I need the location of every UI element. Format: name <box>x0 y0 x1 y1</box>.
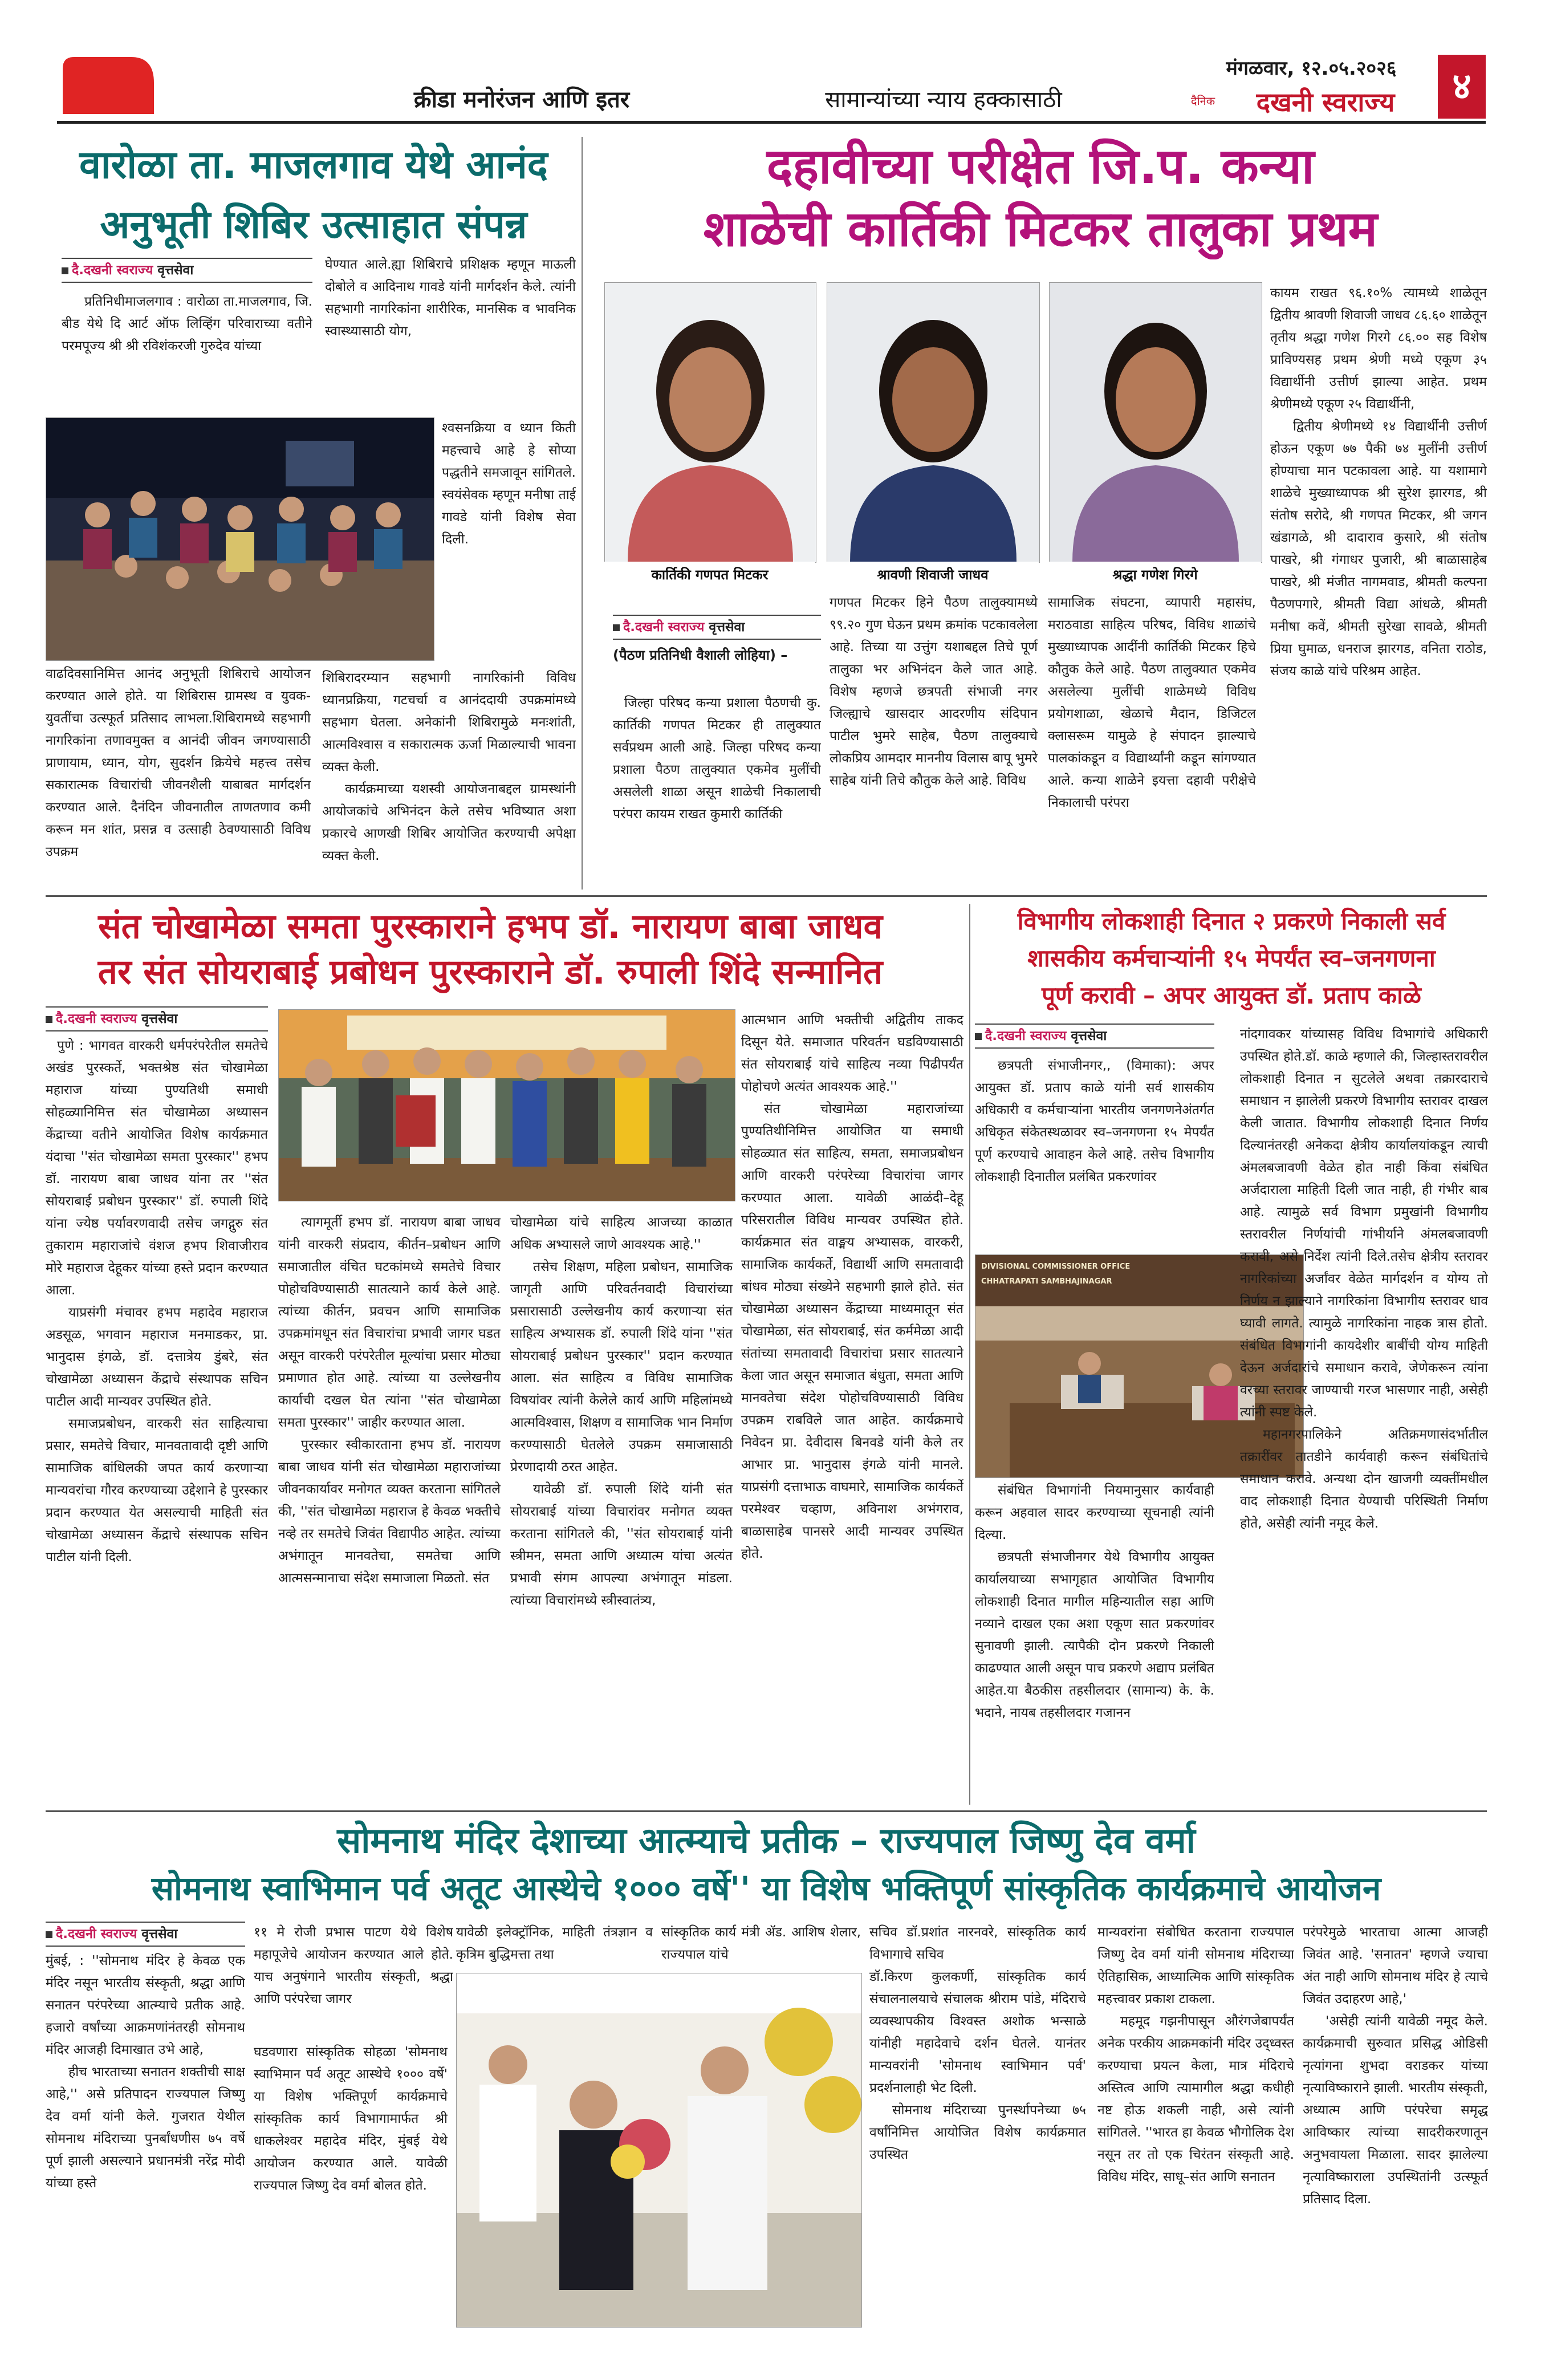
byline-square-icon <box>62 267 68 274</box>
masthead-rule <box>57 121 1486 124</box>
story1-text: प्रतिनिधीमाजलगाव : वारोळा ता.माजलगाव, जि. बीड येथे दि आर्ट ऑफ लिव्हिंग परिवाराच्या वतीने परमपूज्य श्री श्री रविशंकरजी गुरुदेव यांच्या <box>62 294 312 354</box>
story5-text: महमूद गझनीपासून औरंगजेबापर्यंत अनेक परकीय आक्रमकांनी मंदिर उद्ध्वस्त करण्याचा प्रयत्न केला, मात्र मंदिराचे अस्तित्व आणि त्यामागील श्रद्धा कधीही नष्ट होऊ शकली नाही, असे त्यांनी सांगितले. ''भारत हा केवळ भौगोलिक देश नसून तर तो एक चिरंतन संस्कृती आहे. विविध मंदिर, साधू–संत आणि सनातन <box>1097 2014 1294 2184</box>
paper-tagline: सामान्यांच्या न्याय हक्कासाठी <box>825 87 1062 113</box>
story4-col1-top <box>975 1055 1214 1252</box>
story4-text: संबंधित विभागांनी नियमानुसार कार्यवाही करून अहवाल सादर करण्याच्या सूचनाही त्यांनी दिल्या. <box>975 1483 1214 1542</box>
photo-sign: DIVISIONAL COMMISSIONER OFFICE CHHATRAPATI SAMBHAJINAGAR <box>981 1262 1131 1286</box>
story3-text: आत्मभान आणि भक्तीची अद्वितीय ताकद दिसून येते. समाजात परिवर्तन घडविण्यासाठी संत सोयराबाई यांचे साहित्य नव्या पिढीपर्यंत पोहोचणे अत्यंत आवश्यक आहे.'' <box>741 1013 963 1094</box>
governor-event-image <box>457 1973 861 2327</box>
story4-headline-line2: शासकीय कर्मचाऱ्यांनी १५ मेपर्यंत स्व–जनगणना <box>1027 944 1436 972</box>
student-caption-2: श्रावणी शिवाजी जाधव <box>827 562 1039 588</box>
story5-text: ११ मे रोजी प्रभास पाटण येथे विशेष महापूजेचे आयोजन करण्यात आले होते. याच अनुषंगाने भारतीय संस्कृती, श्रद्धा आणि परंपरेचा जागर <box>254 1925 453 2007</box>
story2-dateline: (पैठण प्रतिनिधी वैशाली लोहिया) – <box>613 647 788 663</box>
story3-col4 <box>741 1009 963 1805</box>
byline-paper: दै.दखनी स्वराज्य <box>56 1012 137 1026</box>
story2-col2 <box>830 592 1038 891</box>
byline-paper: दै.दखनी स्वराज्य <box>56 1927 137 1942</box>
story1-text: श्वसनक्रिया व ध्यान किती महत्त्वाचे आहे हे सोप्या पद्धतीने समजावून सांगितले. स्वयंसेवक म्हणून मनीषा ताई गावडे यांनी विशेष सेवा दिली. <box>442 421 576 547</box>
story5-text: सोमनाथ मंदिराच्या पुनर्स्थापनेच्या ७५ वर्षांनिमित्त आयोजित विशेष कार्यक्रमात उपस्थित <box>869 2103 1086 2162</box>
story1-col1-bottom <box>46 663 311 888</box>
story3-col1 <box>46 1035 268 1805</box>
story3-headline-line2: तर संत सोयराबाई प्रबोधन पुरस्काराने डॉ. रुपाली शिंदे सन्मानित <box>97 952 883 992</box>
student-photo-3 <box>1049 282 1262 563</box>
story5-col2-top <box>254 1922 453 2036</box>
story5-text: सांस्कृतिक कार्य मंत्री ॲड. आशिष शेलार, राज्यपाल यांचे <box>661 1925 861 1962</box>
story4-text: नांदगावकर यांच्यासह विविध विभागांचे अधिकारी उपस्थित होते.डॉ. काळे म्हणाले की, जिल्हास्तरावरील लोकशाही दिनात न सुटलेले अथवा तक्रारदाराचे समाधान न झालेली प्रकरणे विभागीय स्तरावर दाखल केली जातात. विभागीय लोकशाही दिनात निर्णय दिल्यानंतरही अनेकदा क्षेत्रीय कार्यालयांकडून त्याची अंमलबजावणी वेळेत होत नाही किंवा संबंधित अर्जदाराला माहिती दिली जात नाही, ही गंभीर बाब आहे. त्यामुळे सर्व विभाग प्रमुखांनी विभागीय स्तरावरील निर्णयांची गांभीर्याने अंमलबजावणी करावी, असे निर्देश त्यांनी दिले.तसेच क्षेत्रीय स्तरावर नागरिकांच्या अर्जांवर वेळेत मार्गदर्शन व योग्य तो निर्णय न झाल्याने नागरिकांना विभागीय स्तरावर धाव घ्यावी लागते. त्यामुळे नागरिकांना नाहक त्रास होतो. संबंधित विभागांनी कायदेशीर बाबींची योग्य माहिती देऊन अर्जदारांचे समाधान करावे, जेणेकरून त्यांना वरच्या स्तरावर जाण्याची गरज भासणार नाही, असेही त्यांनी स्पष्ट केले. <box>1240 1027 1488 1420</box>
story5-headline-line2: सोमनाथ स्वाभिमान पर्व अतूट आस्थेचे १००० वर्षे'' या विशेष भक्तिपूर्ण सांस्कृतिक कार्यक्रमाचे आयोजन <box>151 1869 1381 1908</box>
story2-text: द्वितीय श्रेणीमध्ये १४ विद्यार्थीनी उत्तीर्ण होऊन एकूण ७७ पैकी ७४ मुलींनी उत्तीर्ण होण्याचा मान पटकावला आहे. या यशामागे शाळेचे मुख्याध्यापक श्री सुरेश झारगड, श्री संतोष सरोदे, श्री गणपत मिटकर, श्री जगन खंडागळे, श्री दादाराव कुसारे, श्री संतोष पाखरे, श्री गंगाधर पुजारी, श्री बाळासाहेब पाखरे, श्री मंजीत नागमवाड, श्रीमती कल्पना पैठणपगारे, श्रीमती विद्या आंधळे, श्रीमती मनीषा कवें, श्रीमती सुरेखा सावळे, श्रीमती प्रिया घुमाळ, धनराज झारगड, वनिता राठोड, संजय काळे यांचे परिश्रम आहेत. <box>1270 419 1487 679</box>
story3-text: त्यागमूर्ती हभप डॉ. नारायण बाबा जाधव यांनी वारकरी संप्रदाय, कीर्तन–प्रबोधन आणि समाजातील वंचित घटकांमध्ये समतेचे विचार पोहोचविण्यासाठी सातत्याने कार्य केले आहे. त्यांच्या कीर्तन, प्रवचन आणि सामाजिक उपक्रमांमधून संत विचारांचा प्रभावी जागर घडत असून वारकरी परंपरेतील मूल्यांचा प्रसार मोठ्या प्रमाणात होत आहे. त्यांच्या या उल्लेखनीय कार्याची दखल घेत त्यांना ''संत चोखामेळा समता पुरस्कार'' जाहीर करण्यात आला. <box>278 1215 501 1430</box>
story5-text: डॉ.किरण कुलकर्णी, सांस्कृतिक कार्य संचालनालयाचे संचालक श्रीराम पांडे, मंदिराचे व्यवस्थापकीय विश्वस्त अशोक भन्साळे यांनीही महादेवाचे दर्शन घेतले. यानंतर मान्यवरांनी 'सोमनाथ स्वाभिमान पर्व' प्रदर्शनालाही भेट दिली. <box>869 1969 1086 2095</box>
story3-text: चोखामेळा यांचे साहित्य आजच्या काळात अधिक अभ्यासले जाणे आवश्यक आहे.'' <box>510 1215 733 1252</box>
story4-text: छत्रपती संभाजीनगर येथे विभागीय आयुक्त कार्यालयाच्या सभागृहात आयोजित विभागीय लोकशाही दिनात मागील महिन्यातील सहा आणि नव्याने दाखल एका अशा एकूण सात प्रकरणांवर सुनावणी झाली. त्यापैकी दोन प्रकरणे निकाली काढण्यात आली असून पाच प्रकरणे अद्याप प्रलंबित आहेत.या बैठकीस तहसीलदार (सामान्य) के. के. भदाने, नायब तहसीलदार गजानन <box>975 1550 1214 1720</box>
story1-text: वाढदिवसानिमित्त आनंद अनुभूती शिबिराचे आयोजन करण्यात आले होते. या शिबिरास ग्रामस्थ व युवक-युवतींचा उत्स्फूर्त प्रतिसाद लाभला.शिबिरामध्ये सहभागी नागरिकांना तणावमुक्त व आनंदी जीवन जगण्यासाठी प्राणायाम, ध्यान, योग, सुदर्शन क्रियेचे महत्त्व तसेच सकारात्मक विचारांची जीवनशैली याबाबत मार्गदर्शन करण्यात आले. दैनंदिन जीवनातील ताणतणाव कमी करून मन शांत, प्रसन्न व उत्साही ठेवण्यासाठी विविध उपक्रम <box>46 667 311 859</box>
award-ceremony-image <box>279 1010 735 1201</box>
paper-logo <box>1186 84 1437 119</box>
story3-text: समाजप्रबोधन, वारकरी संत साहित्याचा प्रसार, समतेचे विचार, मानवतावादी दृष्टी आणि सामाजिक बांधिलकी जपत कार्य करणाऱ्या मान्यवरांचा गौरव करण्याच्या उद्देशाने हे पुरस्कार प्रदान करण्यात येत असल्याची माहिती संत चोखामेळा अध्यासन केंद्राचे संस्थापक सचिन पाटील यांनी दिली. <box>46 1416 268 1565</box>
story3-text: याप्रसंगी मंचावर हभप महादेव महाराज अडसूळ, भगवान महाराज मनमाडकर, प्रा. भानुदास इंगळे, डॉ. दत्तात्रेय डुंबरे, संत चोखामेळा अध्यासन केंद्राचे संस्थापक सचिन पाटील आदी मान्यवर उपस्थित होते. <box>46 1305 268 1409</box>
story5-text: सचिव डॉ.प्रशांत नारनवरे, सांस्कृतिक कार्य विभागाचे सचिव <box>869 1925 1086 1962</box>
student-portrait-image <box>1050 283 1262 562</box>
page-number: ४ <box>1438 55 1486 119</box>
story4-headline-line1: विभागीय लोकशाही दिनात २ प्रकरणे निकाली सर्व <box>1017 907 1446 935</box>
section-divider <box>46 1810 1487 1812</box>
paper-logo-name: दखनी स्वराज्य <box>1256 87 1395 117</box>
paper-logo-prefix: दैनिक <box>1190 94 1215 108</box>
issue-date: मंगळवार, १२.०५.२०२६ <box>1226 57 1397 80</box>
story3-col3 <box>510 1212 733 1805</box>
section-title: क्रीडा मनोरंजन आणि इतर <box>413 87 630 113</box>
story4-byline <box>975 1024 1214 1049</box>
story2-headline-line2: शाळेची कार्तिकी मिटकर तालुका प्रथम <box>703 201 1378 258</box>
byline-service: वृत्तसेवा <box>157 263 194 278</box>
student-caption-3: श्रद्धा गणेश गिरगे <box>1049 562 1261 588</box>
story5-text: मुंबई, : ''सोमनाथ मंदिर हे केवळ एक मंदिर नसून भारतीय संस्कृती, श्रद्धा आणि सनातन परंपरेच्या आत्म्याचे प्रतीक आहे. हजारो वर्षांच्या आक्रमणांनंतरही सोमनाथ मंदिर आजही दिमाखात उभे आहे, <box>46 1953 245 2057</box>
byline-service: वृत्तसेवा <box>141 1927 178 1942</box>
byline-square-icon <box>975 1033 982 1040</box>
story4-col1-bottom <box>975 1480 1214 1805</box>
story2-col1 <box>613 692 821 892</box>
story5-headline-line1: सोमनाथ मंदिर देशाच्या आत्म्याचे प्रतीक – राज्यपाल जिष्णु देव वर्मा <box>337 1819 1196 1861</box>
story5-col6 <box>1097 1922 1294 2326</box>
byline-service: वृत्तसेवा <box>709 620 745 635</box>
story2-byline <box>613 615 821 640</box>
story5-text: 'असेही त्यांनी यावेळी नमूद केले. कार्यक्रमाची सुरुवात प्रसिद्ध ओडिसी नृत्यांगना शुभदा वराडकर यांच्या नृत्याविष्काराने झाली. भारतीय संस्कृती, अध्यात्म आणि परंपरेचा समृद्ध आविष्कार त्यांच्या सादरीकरणातून अनुभवायला मिळाला. सादर झालेल्या नृत्याविष्काराला उपस्थितांनी उत्स्फूर्त प्रतिसाद दिला. <box>1303 2014 1488 2207</box>
column-divider <box>969 904 970 1805</box>
story3-text: पुणे : भागवत वारकरी धर्मपरंपरेतील समतेचे अखंड पुरस्कर्ते, भक्तश्रेष्ठ संत चोखामेळा महाराज यांच्या पुण्यतिथी समाधी सोहळ्यानिमित्त संत चोखामेळा अध्यासन केंद्राच्या वतीने आयोजित विशेष कार्यक्रमात यंदाचा ''संत चोखामेळा समता पुरस्कार'' हभप डॉ. नारायण बाबा जाधव यांना तर ''संत सोयराबाई प्रबोधन पुरस्कार'' डॉ. रुपाली शिंदे यांना ज्येष्ठ पर्यावरणवादी तसेच जगद्गुरु संत तुकाराम महाराजांचे वंशज हभप शिवाजीराव मोरे महाराज देहूकर यांच्या हस्ते प्रदान करण्यात आला. <box>46 1038 268 1298</box>
story3-text: यावेळी डॉ. रुपाली शिंदे यांनी संत सोयराबाई यांच्या विचारांवर मनोगत व्यक्त करताना सांगितले की, ''संत सोयराबाई यांनी स्त्रीमन, समता आणि अध्यात्म यांचा अत्यंत प्रभावी संगम आपल्या अभंगातून मांडला. त्यांच्या विचारांमध्ये स्त्रीस्वातंत्र्य, <box>510 1482 733 1608</box>
byline-service: वृत्तसेवा <box>1071 1029 1107 1043</box>
byline-square-icon <box>613 624 620 631</box>
story5-col1 <box>46 1950 245 2326</box>
story5-col7 <box>1303 1922 1488 2326</box>
story4-headline-line3: पूर्ण करावी – अपर आयुक्त डॉ. प्रताप काळे <box>1042 981 1421 1009</box>
story5-text: घडवणारा सांस्कृतिक सोहळा 'सोमनाथ स्वाभिमान पर्व अतूट आस्थेचे १००० वर्षे' या विशेष भक्तिपूर्ण कार्यक्रमाचे सांस्कृतिक कार्य विभागामार्फत श्री धाकलेश्वर महादेव मंदिर, मुंबई येथे आयोजन करण्यात आले. यावेळी राज्यपाल जिष्णु देव वर्मा बोलत होते. <box>254 2045 448 2193</box>
story5-col3-top <box>456 1922 653 1967</box>
story1-col1-top <box>62 291 312 405</box>
story5-text: परंपरेमुळे भारताचा आत्मा आजही जिवंत आहे. 'सनातन' म्हणजे ज्याचा अंत नाही आणि सोमनाथ मंदिर हे त्याचे जिवंत उदाहरण आहे,' <box>1303 1925 1488 2007</box>
byline-square-icon <box>46 1931 52 1938</box>
story1-headline-line1: वारोळा ता. माजलगाव येथे आनंद <box>79 143 548 188</box>
story3-photo <box>278 1009 735 1201</box>
story5-col2-bottom <box>254 2041 448 2326</box>
section-divider <box>46 895 1487 897</box>
story3-text: संत चोखामेळा महाराजांच्या पुण्यतिथीनिमित्त आयोजित या समाधी सोहळ्यात संत साहित्य, समता, समाजप्रबोधन आणि वारकरी परंपरेच्या विचारांचा जागर करण्यात आला. यावेळी आळंदी–देहू परिसरातील विविध मान्यवर उपस्थित होते. कार्यक्रमात संत वाङ्मय अभ्यासक, वारकरी, सामाजिक कार्यकर्ते, विद्यार्थी आणि समतावादी बांधव मोठ्या संख्येने सहभागी झाले होते. संत चोखामेळा अध्यासन केंद्राच्या माध्यमातून संत चोखामेळा, संत सोयराबाई, संत कर्ममेळा आदी संतांच्या समतावादी विचारांचा प्रसार सातत्याने केला जात असून समाजात बंधुता, समता आणि मानवतेचा संदेश पोहोचविण्यासाठी विविध उपक्रम राबविले जात आहेत. कार्यक्रमाचे निवेदन प्रा. देवीदास बिनवडे यांनी केले तर आभार प्रा. भानुदास इंगळे यांनी मानले. याप्रसंगी दत्ताभाऊ वाघमारे, सामाजिक कार्यकर्ते परमेश्वर चव्हाण, अविनाश अभंगराव, बाळासाहेब पानसरे आदी मान्यवर उपस्थित होते. <box>741 1102 963 1561</box>
story3-col2 <box>278 1212 501 1805</box>
story2-col4 <box>1270 282 1487 891</box>
byline-paper: दै.दखनी स्वराज्य <box>72 263 153 278</box>
story5-text: यावेळी इलेक्ट्रॉनिक, माहिती तंत्रज्ञान व कृत्रिम बुद्धिमत्ता तथा <box>456 1925 653 1962</box>
group-photo-image <box>46 418 434 660</box>
story3-text: पुरस्कार स्वीकारताना हभप डॉ. नारायण बाबा जाधव यांनी संत चोखामेळा महाराजांच्या जीवनकार्यावर मनोगत व्यक्त करताना सांगितले की, ''संत चोखामेळा महाराज हे केवळ भक्तीचे नव्हे तर समतेचे जिवंत विद्यापीठ आहेत. त्यांच्या अभंगातून मानवतेचा, समतेचा आणि आत्मसन्मानाचा संदेश समाजाला मिळतो. संत <box>278 1437 501 1586</box>
story2-text: गणपत मिटकर हिने पैठण तालुक्यामध्ये ९९.२० गुण घेऊन प्रथम क्रमांक पटकावलेला आहे. तिच्या या उत्तुंग यशाबद्दल तिचे पूर्ण तालुका भर अभिनंदन केले जात आहे. विशेष म्हणजे छत्रपती संभाजी नगर जिल्ह्याचे खासदार आदरणीय संदिपान पाटील भुमरे साहेब, पैठण तालुक्याचे लोकप्रिय आमदार माननीय विलास बापू भुमरे साहेब यांनी तिचे कौतुक केले आहे. विविध <box>830 595 1038 788</box>
red-logo-icon <box>63 57 154 114</box>
story5-byline <box>46 1922 245 1947</box>
story5-col4-top <box>661 1922 861 1967</box>
student-photo-2 <box>827 282 1040 563</box>
byline-paper: दै.दखनी स्वराज्य <box>623 620 705 635</box>
story1-col2-top <box>325 254 576 408</box>
story2-headline-line1: दहावीच्या परीक्षेत जि.प. कन्या <box>766 138 1315 195</box>
story1-text: कार्यक्रमाच्या यशस्वी आयोजनाबद्दल ग्रामस्थांनी आयोजकांचे अभिनंदन केले तसेच भविष्यात अशा प्रकारचे आणखी शिबिर आयोजित करण्याची अपेक्षा व्यक्त केली. <box>322 782 576 863</box>
story5-col5 <box>869 1922 1086 2326</box>
student-photo-1 <box>604 282 816 563</box>
byline-square-icon <box>46 1016 52 1023</box>
story4-text: महानगरपालिकेने अतिक्रमणासंदर्भातील तक्रारींवर तातडीने कार्यवाही करून संबंधितांचे समाधान करावे. अन्यथा दोन खाजगी व्यक्तींमधील वाद लोकशाही दिनात येण्याची परिस्थिती निर्माण होते, असेही त्यांनी नमूद केले. <box>1240 1427 1488 1531</box>
story2-text: सामाजिक संघटना, व्यापारी महासंघ, मराठवाडा साहित्य परिषद, विविध शाळांचे मुख्याध्यापक आदींनी कार्तिकी मिटकर हिचे कौतुक केले आहे. पैठण तालुक्यात एकमेव असलेल्या मुलींची शाळेमध्ये विविध प्रयोगशाळा, खेळाचे मैदान, डिजिटल क्लासरूम यामुळे हे संपादन झाल्याचे पालकांकडून व विद्यार्थ्यांनी कडून सांगण्यात आले. कन्या शाळेने इयत्ता दहावी परीक्षेचे निकालाची परंपरा <box>1048 595 1256 810</box>
story1-headline-line2: अनुभूती शिबिर उत्साहात संपन्न <box>100 202 527 247</box>
story2-text: कायम राखत ९६.१०% त्यामध्ये शाळेतून द्वितीय श्रावणी शिवाजी जाधव ८६.६० शाळेतून तृतीय श्रद्धा गणेश गिरगे ८६.०० सह विशेष प्राविण्यसह प्रथम श्रेणी मध्ये एकूण ३५ विद्यार्थीनी उत्तीर्ण झाल्या आहेत. प्रथम श्रेणीमध्ये एकूण २५ विद्यार्थीनी, <box>1270 286 1487 412</box>
student-portrait-image <box>827 283 1039 562</box>
story5-text: हीच भारताच्या सनातन शक्तीची साक्ष आहे,'' असे प्रतिपादन राज्यपाल जिष्णु देव वर्मा यांनी केले. गुजरात येथील सोमनाथ मंदिराच्या पुनर्बांधणीस ७५ वर्षे पूर्ण झाली असल्याने प्रधानमंत्री नरेंद्र मोदी यांच्या हस्ते <box>46 2065 245 2191</box>
story3-headline-line1: संत चोखामेळा समता पुरस्काराने हभप डॉ. नारायण बाबा जाधव <box>98 907 883 947</box>
story5-photo <box>456 1973 862 2328</box>
story1-byline <box>62 258 312 283</box>
story4-text: छत्रपती संभाजीनगर,, (विमाका): अपर आयुक्त डॉ. प्रताप काळे यांनी सर्व शासकीय अधिकारी व कर्मचाऱ्यांना भारतीय जनगणनेअंतर्गत अधिकृत संकेतस्थळावर स्व–जनगणना १५ मेपर्यंत पूर्ण करण्याचे आवाहन केले आहे. तसेच विभागीय लोकशाही दिनातील प्रलंबित प्रकरणांवर <box>975 1058 1214 1184</box>
story3-byline <box>46 1006 268 1031</box>
story4-col2 <box>1240 1024 1488 1805</box>
story1-photo <box>46 417 434 661</box>
story1-text: घेण्यात आले.ह्या शिबिराचे प्रशिक्षक म्हणून माऊली दोबोले व आदिनाथ गावडे यांनी मार्गदर्शन केले. त्यांनी सहभागी नागरिकांना शारीरिक, मानसिक व भावनिक स्वास्थ्यासाठी योग, <box>325 257 576 339</box>
student-caption-1: कार्तिकी गणपत मिटकर <box>604 562 815 588</box>
story5-text: मान्यवरांना संबोधित करताना राज्यपाल जिष्णु देव वर्मा यांनी सोमनाथ मंदिराच्या ऐतिहासिक, आध्यात्मिक आणि सांस्कृतिक महत्त्वावर प्रकाश टाकला. <box>1097 1925 1294 2007</box>
story2-text: जिल्हा परिषद कन्या प्रशाला पैठणची कु. कार्तिकी गणपत मिटकर ही तालुक्यात सर्वप्रथम आली आहे. जिल्हा परिषद कन्या प्रशाला पैठण तालुक्यात एकमेव मुलींची असलेली शाळा असून शाळेची निकालाची परंपरा कायम राखत कुमारी कार्तिकी <box>613 696 821 822</box>
masthead <box>0 0 1549 117</box>
byline-service: वृत्तसेवा <box>141 1012 178 1026</box>
story1-text: शिबिरादरम्यान सहभागी नागरिकांनी विविध ध्यानप्रक्रिया, गटचर्चा व आनंददायी उपक्रमांमध्ये सहभाग घेतला. अनेकांनी शिबिरामुळे मनःशांती, आत्मविश्वास व सकारात्मक ऊर्जा मिळाल्याची भावना व्यक्त केली. <box>322 671 576 774</box>
byline-paper: दै.दखनी स्वराज्य <box>985 1029 1067 1043</box>
column-divider <box>582 137 583 890</box>
story3-text: तसेच शिक्षण, महिला प्रबोधन, सामाजिक जागृती आणि परिवर्तनवादी विचारांच्या प्रसारासाठी उल्लेखनीय कार्य करणाऱ्या संत साहित्य अभ्यासक डॉ. रुपाली शिंदे यांना ''संत सोयराबाई प्रबोधन पुरस्कार'' प्रदान करण्यात आला. संत साहित्य व विविध सामाजिक विषयांवर त्यांनी केलेले कार्य आणि महिलांमध्ये आत्मविश्वास, शिक्षण व सामाजिक भान निर्माण करण्यासाठी घेतलेले उपक्रम समाजासाठी प्रेरणादायी ठरत आहेत. <box>510 1260 733 1475</box>
story2-col3 <box>1048 592 1256 891</box>
story1-col2-mid <box>442 417 576 663</box>
student-portrait-image <box>605 283 816 562</box>
story1-col2-bottom <box>322 667 576 890</box>
